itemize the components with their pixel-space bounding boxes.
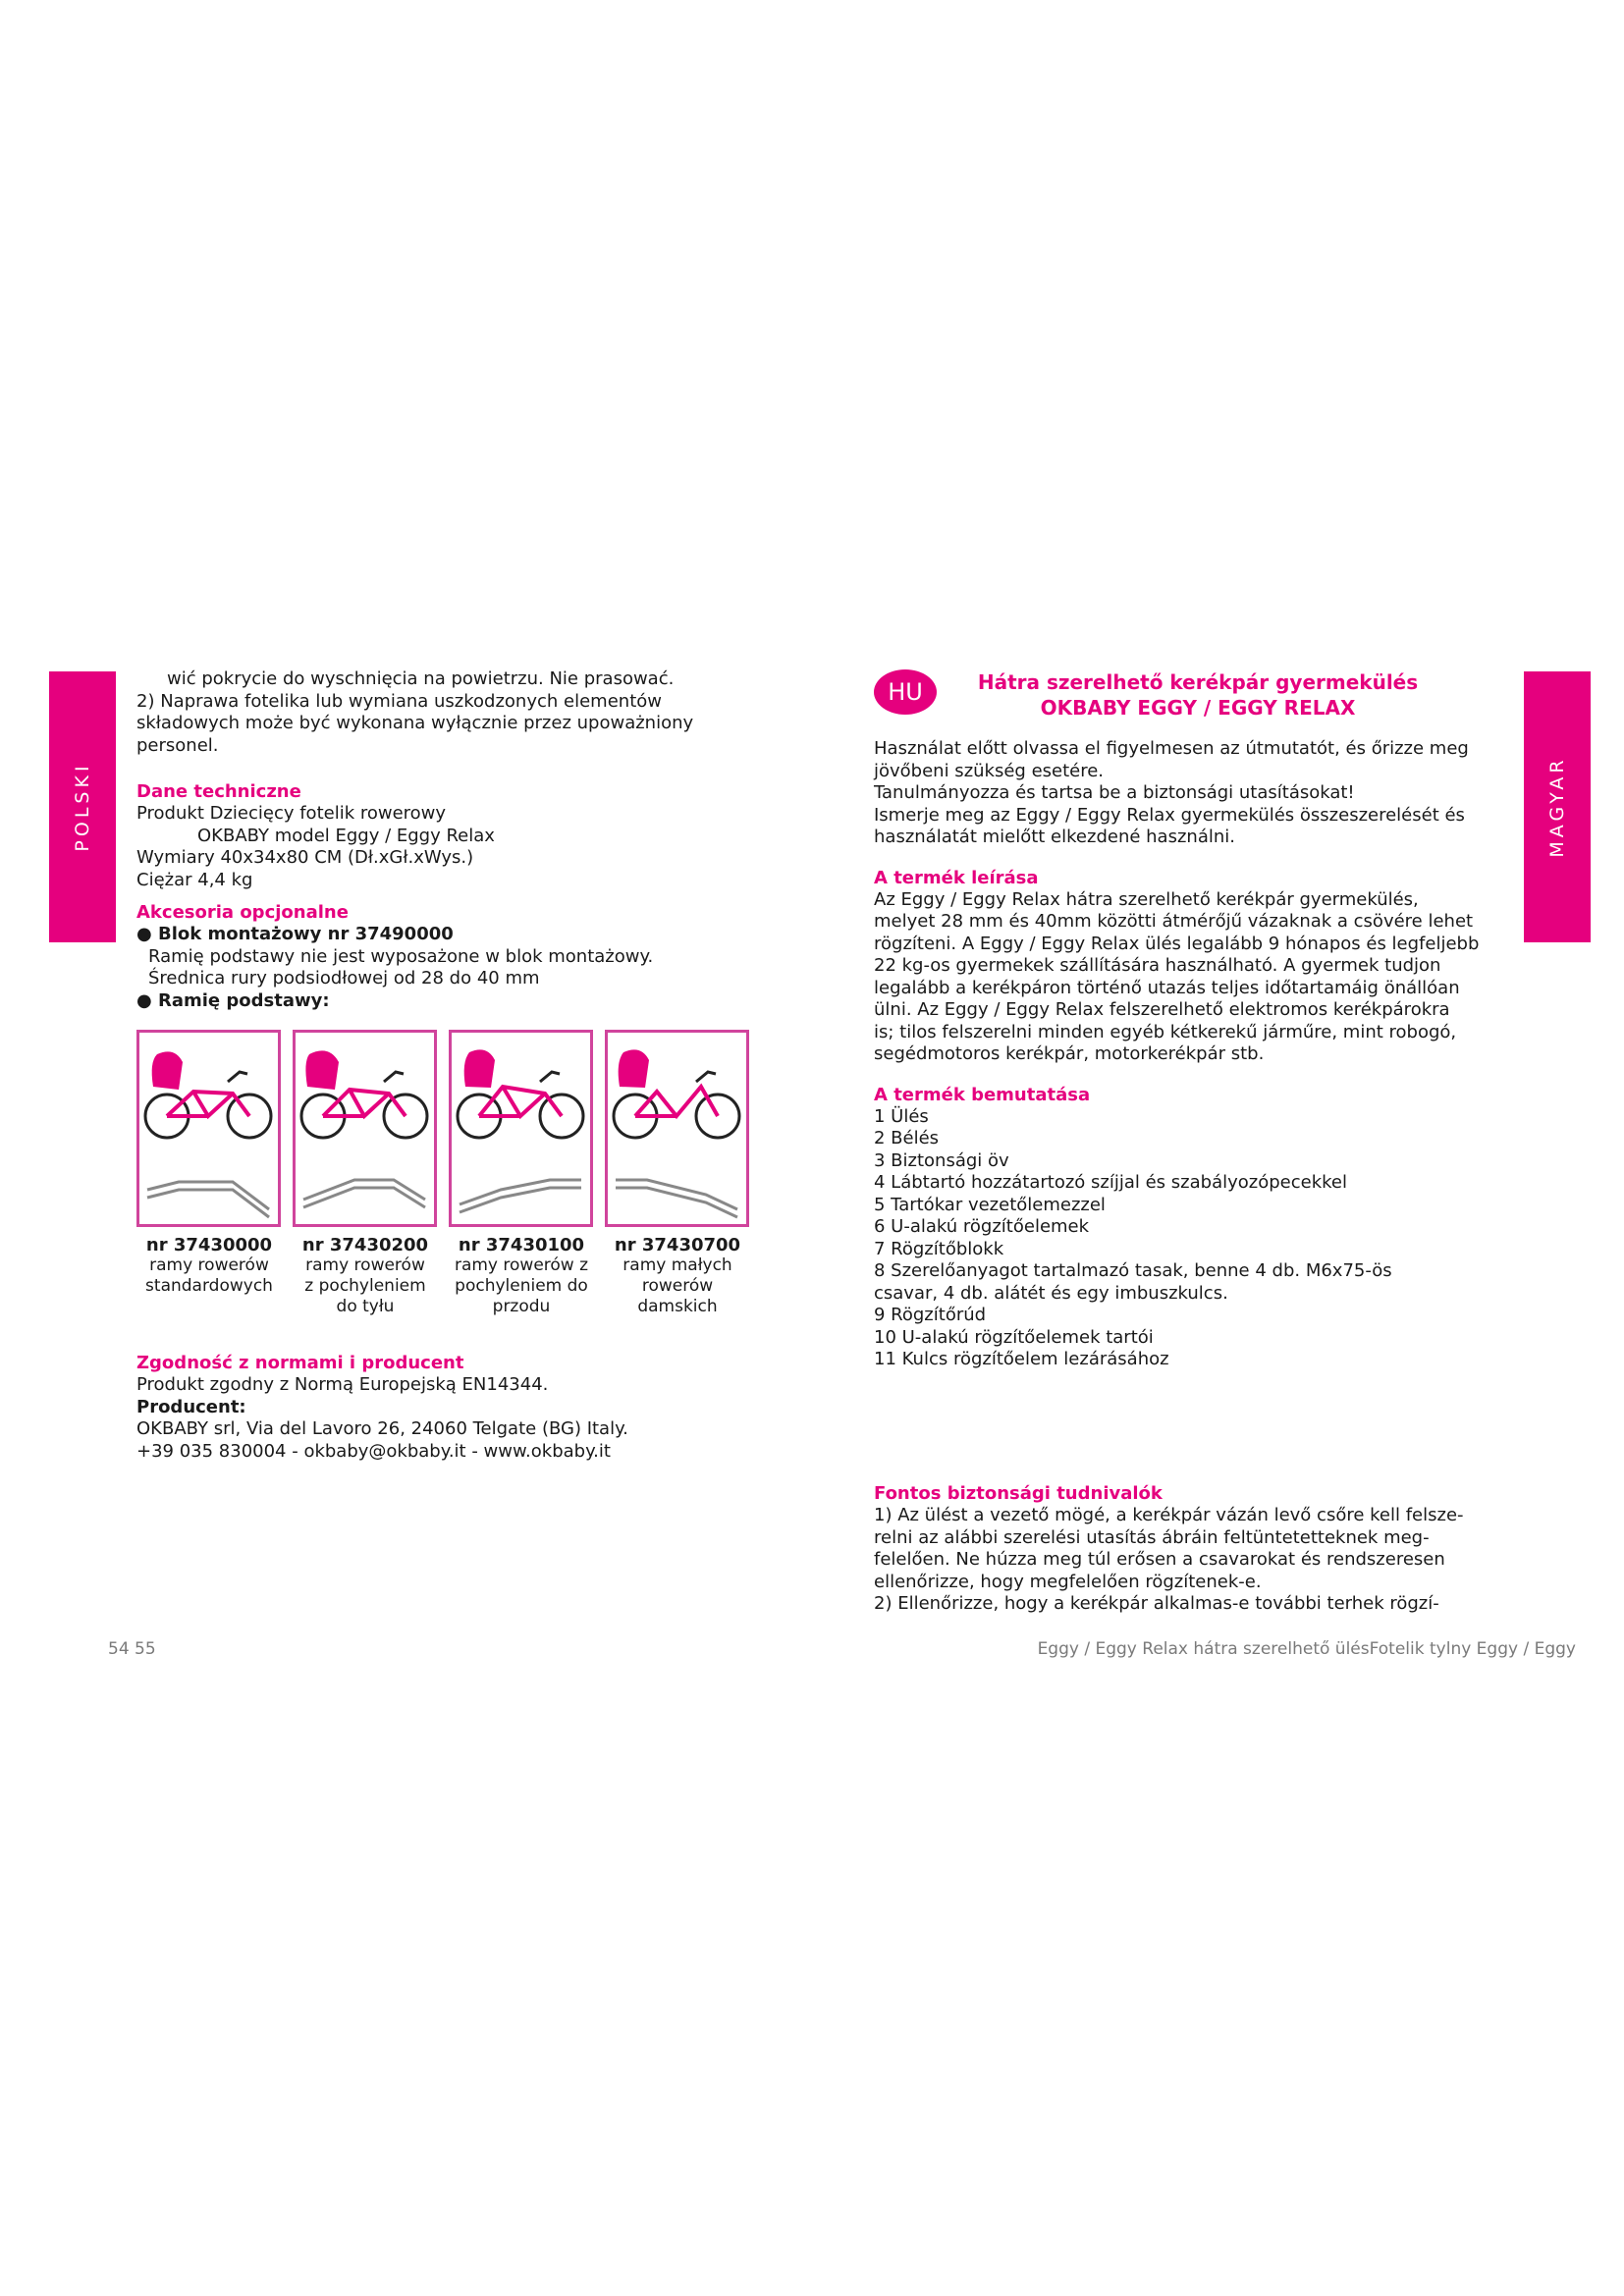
text-line: Produkt Dziecięcy fotelik rowerowy (136, 803, 447, 824)
rack-number: nr 37430100 (458, 1235, 585, 1255)
section-heading-conformity: Zgodność z normami i producent (136, 1353, 464, 1373)
parts-list-item: 1 Ülés (874, 1105, 929, 1127)
text-line: ● Ramię podstawy: (136, 989, 330, 1011)
bike-seat-illustration (139, 1033, 278, 1224)
rack-number: nr 37430000 (145, 1235, 273, 1255)
intro-block (136, 668, 775, 757)
rack-desc-line: ramy rowerów (149, 1255, 269, 1275)
right-page-hungarian (874, 738, 1502, 1371)
page-numbers: 54 55 (108, 1639, 156, 1659)
rack-caption (594, 1235, 761, 1317)
text-line: segédmotoros kerékpár, motorkerékpár stb. (874, 1043, 1265, 1064)
parts-list-item: 9 Rögzítőrúd (874, 1305, 987, 1325)
text-line: OKBABY srl, Via del Lavoro 26, 24060 Telgate (BG) Italy. (136, 1418, 628, 1439)
text-line: legalább a kerékpáron történő utazás teljes időtartamáig önállóan (874, 977, 1460, 998)
text-line: Használat előtt olvassa el figyelmesen az útmutatót, és őrizze meg (874, 738, 1469, 759)
section-heading-accessories: Akcesoria opcjonalne (136, 902, 349, 923)
text-line: 2) Naprawa fotelika lub wymiana uszkodzonych elementów (136, 690, 662, 712)
text-line: wić pokrycie do wyschnięcia na powietrzu. Nie prasować. (167, 668, 675, 689)
parts-list-item: 2 Bélés (874, 1128, 940, 1148)
text-line: Producent: (136, 1396, 246, 1417)
conformity-block (136, 1352, 775, 1463)
rack-desc-line: rowerów (641, 1276, 714, 1296)
bike-seat-illustration (296, 1033, 434, 1224)
text-line: składowych może być wykonana wyłącznie przez upoważniony (136, 713, 694, 733)
page-title-line: OKBABY EGGY / EGGY RELAX (1040, 696, 1356, 720)
text-line: felelően. Ne húzza meg túl erősen a csavarokat és rendszeresen (874, 1549, 1445, 1570)
text-line: Ciężar 4,4 kg (136, 869, 253, 890)
language-tab-hungarian-label: MAGYAR (1546, 756, 1568, 858)
rack-desc-line: przodu (492, 1297, 551, 1316)
language-tab-polish (49, 671, 116, 942)
text-line: ülni. Az Eggy / Eggy Relax felszerelhető elektromos kerékpárokra (874, 999, 1450, 1020)
rack-desc-line: ramy małych (623, 1255, 732, 1275)
text-line: Produkt zgodny z Normą Europejską EN14344. (136, 1374, 549, 1395)
text-line: OKBABY model Eggy / Eggy Relax (197, 825, 495, 846)
parts-list-item: 10 U-alakú rögzítőelemek tartói (874, 1326, 1154, 1348)
rack-number: nr 37430200 (301, 1235, 429, 1255)
text-line: használatát mielőtt elkezdené használni. (874, 827, 1235, 847)
text-line: is; tilos felszerelni minden egyéb kétkerekű járműre, mint robogó, (874, 1021, 1457, 1042)
parts-list-item: 6 U-alakú rögzítőelemek (874, 1216, 1090, 1237)
section-heading-safety: Fontos biztonsági tudnivalók (874, 1483, 1163, 1504)
section-heading-parts: A termék bemutatása (874, 1084, 1091, 1105)
text-line: personel. (136, 734, 219, 756)
text-line: jövőbeni szükség esetére. (874, 760, 1105, 781)
page-title-line: Hátra szerelhető kerékpár gyermekülés (977, 670, 1419, 694)
language-tab-hungarian (1524, 671, 1591, 942)
text-line: +39 035 830004 - okbaby@okbaby.it - www.okbaby.it (136, 1440, 611, 1462)
rack-image-ladies (605, 1030, 749, 1227)
text-line: melyet 28 mm és 40mm közötti átmérőjű vázaknak a csövére lehet (874, 911, 1474, 932)
text-line: Tanulmányozza és tartsa be a biztonsági utasításokat! (874, 782, 1355, 803)
rack-caption (126, 1235, 293, 1297)
rack-desc-line: z pochyleniem (304, 1276, 426, 1296)
section-heading-tech: Dane techniczne (136, 781, 301, 802)
rack-desc-line: pochyleniem do (455, 1276, 588, 1296)
parts-list-item: 5 Tartókar vezetőlemezzel (874, 1194, 1106, 1215)
rack-image-front-slope (449, 1030, 593, 1227)
rack-desc-line: standardowych (145, 1276, 273, 1296)
rack-caption (438, 1235, 605, 1317)
parts-list-item: 8 Szerelőanyagot tartalmazó tasak, benne 4 db. M6x75-ös (874, 1260, 1392, 1281)
text-line: Wymiary 40x34x80 CM (Dł.xGł.xWys.) (136, 847, 474, 868)
text-line: Ismerje meg az Eggy / Eggy Relax gyermekülés összeszerelését és (874, 804, 1465, 826)
rack-caption (282, 1235, 449, 1317)
parts-list-item: 7 Rögzítőblokk (874, 1238, 1004, 1259)
rack-desc-line: ramy rowerów (305, 1255, 425, 1275)
bike-seat-illustration (608, 1033, 746, 1224)
text-line: ellenőrizze, hogy megfelelően rögzítenek-e. (874, 1571, 1262, 1592)
rack-desc-line: do tyłu (336, 1297, 395, 1316)
left-page-polish (136, 668, 775, 1012)
parts-list-item: 4 Lábtartó hozzátartozó szíjjal és szabályozópecekkel (874, 1172, 1347, 1193)
rack-number: nr 37430700 (614, 1235, 741, 1255)
language-tab-polish-label: POLSKI (72, 762, 93, 852)
text-line: Ramię podstawy nie jest wyposażone w blok montażowy. (148, 945, 654, 967)
bike-seat-illustration (452, 1033, 590, 1224)
text-line: relni az alábbi szerelési utasítás ábráin feltüntetetteknek meg- (874, 1526, 1430, 1548)
safety-block (874, 1482, 1502, 1616)
rack-desc-line: ramy rowerów z (454, 1255, 589, 1275)
text-line: rögzíteni. A Eggy / Eggy Relax ülés legalább 9 hónapos és legfeljebb (874, 933, 1480, 954)
text-line: 22 kg-os gyermekek szállítására használható. A gyermek tudjon (874, 955, 1441, 976)
parts-list-item: 11 Kulcs rögzítőelem lezárásához (874, 1349, 1169, 1369)
language-badge-hu: HU (874, 669, 937, 715)
page-title (943, 669, 1453, 721)
parts-list-item: csavar, 4 db. alátét és egy imbuszkulcs. (874, 1282, 1228, 1304)
section-heading-description: A termék leírása (874, 867, 1039, 888)
text-line: Az Eggy / Eggy Relax hátra szerelhető kerékpár gyermekülés, (874, 888, 1419, 910)
running-title: Eggy / Eggy Relax hátra szerelhető ülésFotelik tylny Eggy / Eggy (1037, 1639, 1576, 1659)
text-line: ● Blok montażowy nr 37490000 (136, 924, 454, 944)
text-line: 1) Az ülést a vezető mögé, a kerékpár vázán levő csőre kell felsze- (874, 1505, 1464, 1525)
text-line: Średnica rury podsiodłowej od 28 do 40 mm (148, 968, 540, 988)
text-line: 2) Ellenőrizze, hogy a kerékpár alkalmas-e további terhek rögzí- (874, 1593, 1439, 1614)
rack-image-rear-slope (293, 1030, 437, 1227)
rack-image-standard (136, 1030, 281, 1227)
rack-desc-line: damskich (637, 1297, 718, 1316)
parts-list-item: 3 Biztonsági öv (874, 1149, 1009, 1171)
